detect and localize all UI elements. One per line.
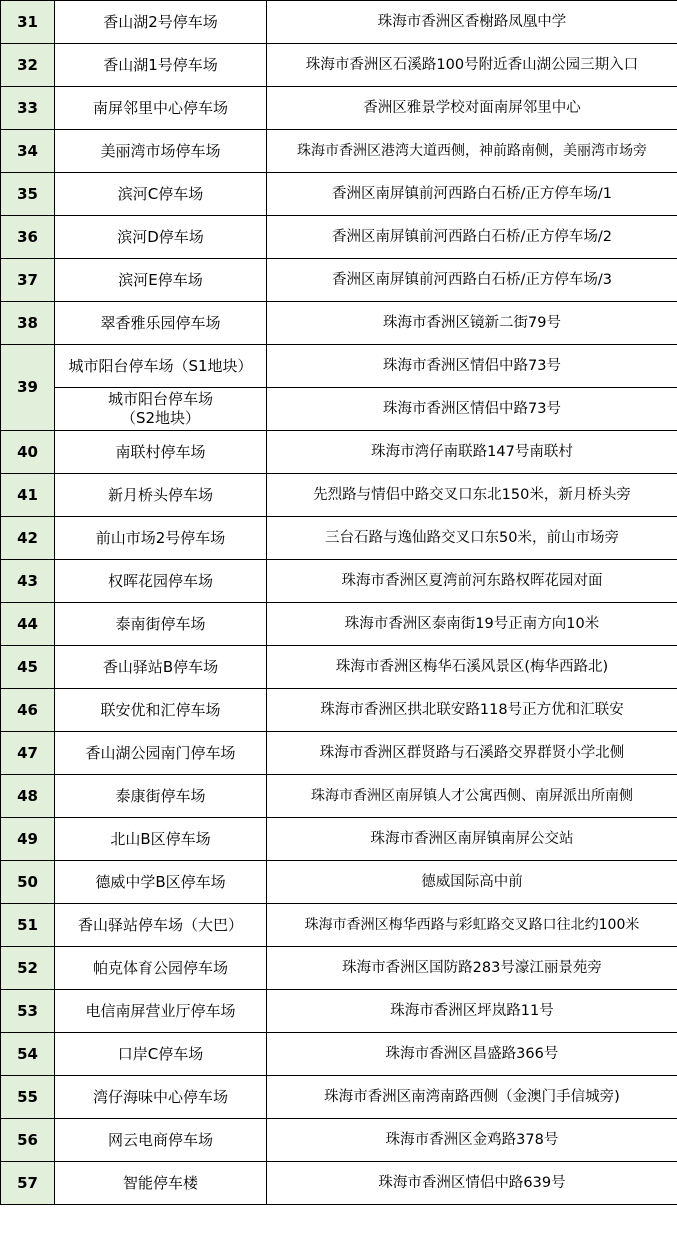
table-row (1, 732, 677, 775)
table-row (1, 603, 677, 646)
parking-address: 珠海市香洲区拱北联安路118号正方优和汇联安 (267, 689, 677, 732)
row-number: 33 (1, 87, 55, 130)
table-row (1, 1033, 677, 1076)
parking-name: 美丽湾市场停车场 (55, 130, 267, 173)
parking-name: 电信南屏营业厅停车场 (55, 990, 267, 1033)
parking-name: 滨河C停车场 (55, 173, 267, 216)
row-number: 32 (1, 44, 55, 87)
table-row (1, 259, 677, 302)
table-row (1, 689, 677, 732)
row-number: 52 (1, 947, 55, 990)
parking-name: 城市阳台停车场（S1地块） (55, 345, 267, 388)
row-number: 34 (1, 130, 55, 173)
row-number: 51 (1, 904, 55, 947)
parking-address: 珠海市香洲区港湾大道西侧，神前路南侧，美丽湾市场旁 (267, 130, 677, 173)
parking-name: 联安优和汇停车场 (55, 689, 267, 732)
table-row (1, 474, 677, 517)
row-number: 42 (1, 517, 55, 560)
parking-address: 珠海市香洲区梅华西路与彩虹路交叉路口往北约100米 (267, 904, 677, 947)
parking-address: 珠海市香洲区坪岚路11号 (267, 990, 677, 1033)
parking-address: 珠海市香洲区南湾南路西侧（金澳门手信城旁) (267, 1076, 677, 1119)
table-row (1, 345, 677, 388)
parking-name: 口岸C停车场 (55, 1033, 267, 1076)
parking-address: 先烈路与情侣中路交叉口东北150米，新月桥头旁 (267, 474, 677, 517)
parking-name: 香山湖公园南门停车场 (55, 732, 267, 775)
table-row (1, 861, 677, 904)
parking-address: 珠海市香洲区昌盛路366号 (267, 1033, 677, 1076)
row-number: 56 (1, 1119, 55, 1162)
row-number: 53 (1, 990, 55, 1033)
table-row (1, 1119, 677, 1162)
table-row (1, 517, 677, 560)
row-number: 41 (1, 474, 55, 517)
table-body (1, 1, 677, 1205)
table-row (1, 775, 677, 818)
table-row (1, 990, 677, 1033)
parking-name: 香山驿站B停车场 (55, 646, 267, 689)
table-row (1, 431, 677, 474)
row-number: 44 (1, 603, 55, 646)
parking-name: 南屏邻里中心停车场 (55, 87, 267, 130)
parking-address: 香洲区南屏镇前河西路白石桥/正方停车场/1 (267, 173, 677, 216)
parking-address: 德威国际高中前 (267, 861, 677, 904)
parking-address: 珠海市香洲区梅华石溪风景区(梅华西路北) (267, 646, 677, 689)
row-number: 49 (1, 818, 55, 861)
table-row (1, 1, 677, 44)
parking-address: 香洲区雅景学校对面南屏邻里中心 (267, 87, 677, 130)
table-row (1, 173, 677, 216)
parking-name: 南联村停车场 (55, 431, 267, 474)
row-number: 46 (1, 689, 55, 732)
parking-name: 城市阳台停车场（S2地块） (55, 388, 267, 431)
parking-address: 珠海市香洲区石溪路100号附近香山湖公园三期入口 (267, 44, 677, 87)
table-row (1, 947, 677, 990)
parking-name: 北山B区停车场 (55, 818, 267, 861)
table-row (1, 818, 677, 861)
table-row (1, 302, 677, 345)
row-number: 38 (1, 302, 55, 345)
parking-address: 珠海市香洲区镜新二街79号 (267, 302, 677, 345)
parking-address: 珠海市香洲区南屏镇人才公寓西侧、南屏派出所南侧 (267, 775, 677, 818)
parking-address: 香洲区南屏镇前河西路白石桥/正方停车场/3 (267, 259, 677, 302)
parking-name: 香山驿站停车场（大巴） (55, 904, 267, 947)
parking-address: 珠海市香洲区情侣中路73号 (267, 345, 677, 388)
row-number: 55 (1, 1076, 55, 1119)
parking-address: 三台石路与逸仙路交叉口东50米，前山市场旁 (267, 517, 677, 560)
parking-name: 网云电商停车场 (55, 1119, 267, 1162)
row-number: 43 (1, 560, 55, 603)
table-row (1, 216, 677, 259)
table-row (1, 44, 677, 87)
row-number: 31 (1, 1, 55, 44)
table-row (1, 1162, 677, 1205)
parking-name: 滨河D停车场 (55, 216, 267, 259)
parking-name: 泰康街停车场 (55, 775, 267, 818)
parking-address: 珠海市香洲区南屏镇南屏公交站 (267, 818, 677, 861)
parking-address: 珠海市香洲区夏湾前河东路权晖花园对面 (267, 560, 677, 603)
parking-name: 权晖花园停车场 (55, 560, 267, 603)
table-row (1, 904, 677, 947)
parking-name: 香山湖2号停车场 (55, 1, 267, 44)
parking-name: 帕克体育公园停车场 (55, 947, 267, 990)
parking-address: 珠海市香洲区情侣中路639号 (267, 1162, 677, 1205)
parking-address: 珠海市香洲区金鸡路378号 (267, 1119, 677, 1162)
parking-address: 珠海市香洲区情侣中路73号 (267, 388, 677, 431)
row-number: 37 (1, 259, 55, 302)
parking-name: 翠香雅乐园停车场 (55, 302, 267, 345)
table-row (1, 388, 677, 431)
parking-name: 香山湖1号停车场 (55, 44, 267, 87)
parking-name: 智能停车楼 (55, 1162, 267, 1205)
table-row (1, 646, 677, 689)
row-number: 35 (1, 173, 55, 216)
parking-name: 泰南街停车场 (55, 603, 267, 646)
parking-address: 珠海市香洲区群贤路与石溪路交界群贤小学北侧 (267, 732, 677, 775)
parking-name: 前山市场2号停车场 (55, 517, 267, 560)
parking-address: 珠海市湾仔南联路147号南联村 (267, 431, 677, 474)
row-number: 54 (1, 1033, 55, 1076)
row-number: 39 (1, 345, 55, 431)
table-row (1, 1076, 677, 1119)
parking-name: 滨河E停车场 (55, 259, 267, 302)
parking-address: 珠海市香洲区香榭路凤凰中学 (267, 1, 677, 44)
parking-name: 德威中学B区停车场 (55, 861, 267, 904)
row-number: 57 (1, 1162, 55, 1205)
row-number: 47 (1, 732, 55, 775)
table-row (1, 560, 677, 603)
row-number: 45 (1, 646, 55, 689)
table-row (1, 130, 677, 173)
row-number: 40 (1, 431, 55, 474)
row-number: 36 (1, 216, 55, 259)
table-row (1, 87, 677, 130)
parking-address: 珠海市香洲区泰南街19号正南方向10米 (267, 603, 677, 646)
parking-name: 湾仔海味中心停车场 (55, 1076, 267, 1119)
row-number: 48 (1, 775, 55, 818)
parking-address: 香洲区南屏镇前河西路白石桥/正方停车场/2 (267, 216, 677, 259)
parking-address: 珠海市香洲区国防路283号濠江丽景苑旁 (267, 947, 677, 990)
parking-name: 新月桥头停车场 (55, 474, 267, 517)
row-number: 50 (1, 861, 55, 904)
